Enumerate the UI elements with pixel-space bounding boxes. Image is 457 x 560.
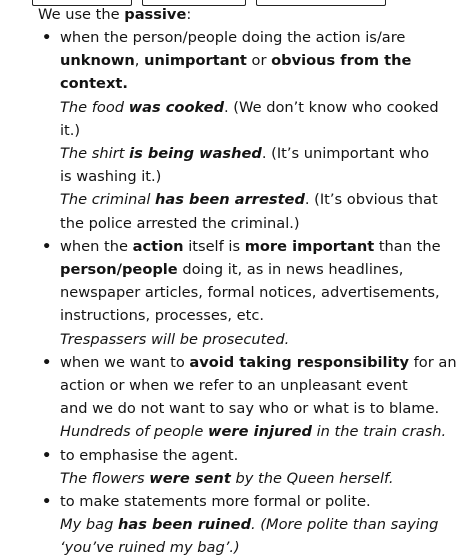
intro-line: We use the passive:	[38, 6, 192, 23]
bullet-list	[0, 26, 457, 560]
rule-text: newspaper articles, formal notices, advertisements,	[60, 284, 440, 302]
rule-text: person/people doing it, as in news headlines,	[60, 261, 404, 279]
example-note: the police arrested the criminal.)	[60, 214, 300, 232]
rule-text: when the action itself is more important than the	[60, 237, 441, 255]
rule-text: and we do not want to say who or what is to blame.	[60, 400, 440, 418]
rule-text: when we want to avoid taking responsibility for an	[60, 353, 457, 371]
bullet-item-avoid-responsibility	[0, 351, 457, 444]
example-sentence: ‘you’ve ruined my bag’.)	[60, 539, 240, 557]
example-sentence: My bag has been ruined. (More polite than saying	[60, 516, 439, 534]
bullet-item-action-important	[0, 235, 441, 351]
rule-text: to make statements more formal or polite.	[60, 493, 371, 511]
example-note: it.)	[60, 121, 81, 139]
rule-text: when the person/people doing the action is/are	[60, 29, 406, 46]
example-sentence: The criminal has been arrested. (It’s obvious that	[60, 191, 438, 209]
bullet-icon: •	[42, 29, 52, 46]
bullet-icon: •	[42, 353, 52, 371]
bullet-icon: •	[42, 237, 52, 255]
rule-text: action or when we refer to an unpleasant event	[60, 377, 408, 395]
example-sentence: The shirt is being washed. (It’s unimportant who	[60, 145, 430, 163]
bullet-item-emphasise-agent	[0, 444, 394, 490]
bullet-icon: •	[42, 493, 52, 511]
example-sentence: Trespassers will be prosecuted.	[60, 330, 290, 348]
rule-text: to emphasise the agent.	[60, 446, 239, 464]
bullet-item-formal-polite	[0, 490, 439, 560]
top-box-right	[256, 0, 386, 6]
example-sentence: The flowers were sent by the Queen herself.	[60, 469, 394, 487]
rule-text: instructions, processes, etc.	[60, 307, 265, 325]
example-note: is washing it.)	[60, 168, 162, 186]
bullet-icon: •	[42, 446, 52, 464]
rule-text: context.	[60, 75, 128, 93]
rule-text: unknown, unimportant or obvious from the	[60, 52, 412, 70]
example-sentence: Hundreds of people were injured in the train crash.	[60, 423, 447, 441]
example-sentence: The food was cooked. (We don’t know who cooked	[60, 98, 439, 116]
bullet-item-unknown-agent	[0, 26, 439, 235]
